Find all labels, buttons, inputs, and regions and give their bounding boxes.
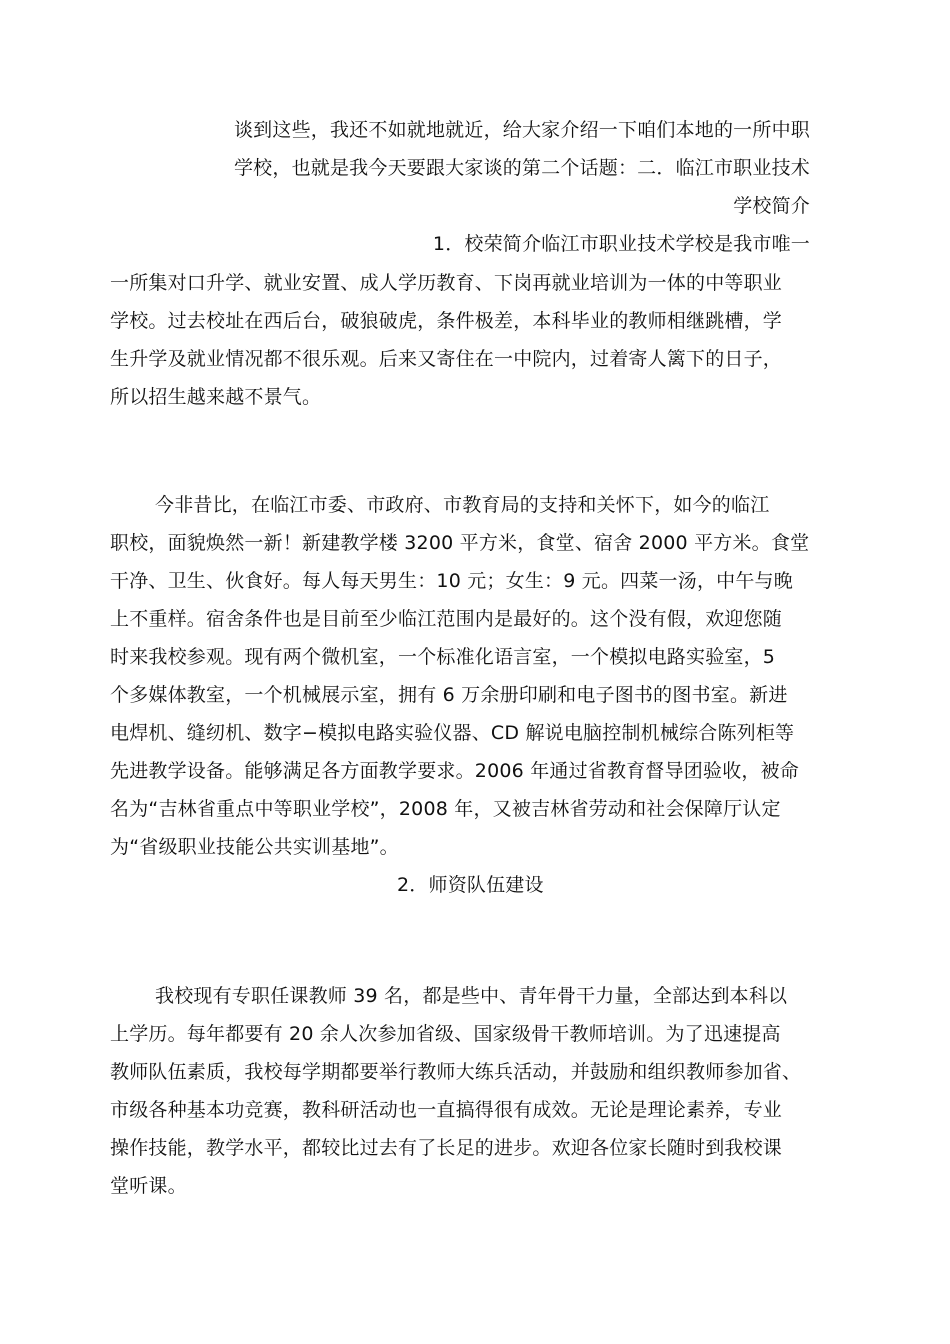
section2-line-2: 上学历。每年都要有 20 余人次参加省级、国家级骨干教师培训。为了迅速提高 — [110, 1023, 781, 1045]
para2-line-9: 名为“吉林省重点中等职业学校”，2008 年，又被吉林省劳动和社会保障厅认定 — [110, 798, 781, 820]
section2-line-3: 教师队伍素质，我校每学期都要举行教师大练兵活动，并鼓励和组织教师参加省、 — [110, 1061, 802, 1083]
section1-line-2: 一所集对口升学、就业安置、成人学历教育、下岗再就业培训为一体的中等职业 — [110, 272, 783, 294]
section2-line-6: 堂听课。 — [110, 1175, 187, 1197]
para2-line-4: 上不重样。宿舍条件也是目前至少临江范围内是最好的。这个没有假，欢迎您随 — [110, 608, 783, 630]
para2-line-6: 个多媒体教室，一个机械展示室，拥有 6 万余册印刷和电子图书的图书室。新进 — [110, 684, 788, 706]
section2-line-1: 我校现有专职任课教师 39 名，都是些中、青年骨干力量，全部达到本科以 — [155, 985, 788, 1007]
section1-line-4: 生升学及就业情况都不很乐观。后来又寄住在一中院内，过着寄人篱下的日子， — [110, 348, 783, 370]
intro-line-3: 学校简介 — [733, 195, 810, 217]
section1-heading-line: 1．校荣简介临江市职业技术学校是我市唯一 — [432, 233, 810, 255]
intro-line-1: 谈到这些，我还不如就地就近，给大家介绍一下咱们本地的一所中职 — [233, 119, 810, 141]
intro-line-2: 学校，也就是我今天要跟大家谈的第二个话题：二．临江市职业技术 — [233, 157, 810, 179]
para2-line-7: 电焊机、缝纫机、数字−模拟电路实验仪器、CD 解说电脑控制机械综合陈列柜等 — [110, 722, 795, 744]
section2-line-4: 市级各种基本功竞赛，教科研活动也一直搞得很有成效。无论是理论素养，专业 — [110, 1099, 783, 1121]
para2-line-3: 干净、卫生、伙食好。每人每天男生：10 元；女生：9 元。四菜一汤，中午与晚 — [110, 570, 793, 592]
section2-line-5: 操作技能，教学水平，都较比过去有了长足的进步。欢迎各位家长随时到我校课 — [110, 1137, 783, 1159]
para2-line-5: 时来我校参观。现有两个微机室，一个标准化语言室，一个模拟电路实验室，5 — [110, 646, 776, 668]
para2-line-8: 先进教学设备。能够满足各方面教学要求。2006 年通过省教育督导团验收，被命 — [110, 760, 799, 782]
section1-line-5: 所以招生越来越不景气。 — [110, 386, 322, 408]
para2-line-1: 今非昔比，在临江市委、市政府、市教育局的支持和关怀下，如今的临江 — [155, 494, 770, 516]
para2-line-10: 为“省级职业技能公共实训基地”。 — [110, 836, 399, 858]
section1-line-3: 学校。过去校址在西后台，破狼破虎，条件极差，本科毕业的教师相继跳槽，学 — [110, 310, 783, 332]
section2-title: 2．师资队伍建设 — [397, 874, 544, 896]
para2-line-2: 职校，面貌焕然一新！新建教学楼 3200 平方米，食堂、宿舍 2000 平方米。食堂 — [110, 532, 810, 554]
